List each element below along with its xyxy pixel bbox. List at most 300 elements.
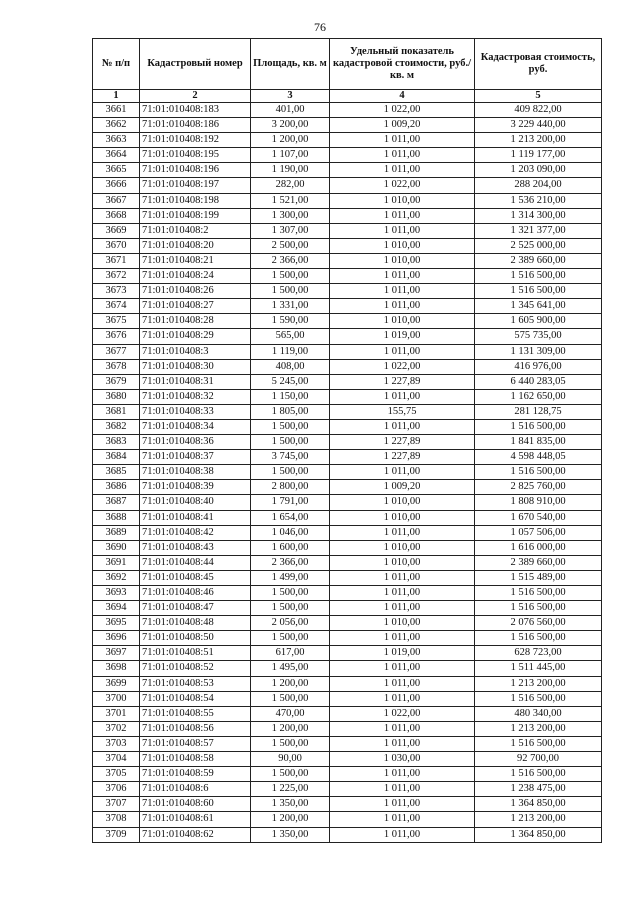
row-number-cell: 3685 [93,465,140,480]
cadastral-value-cell: 1 213 200,00 [475,721,602,736]
area-cell: 1 791,00 [251,495,330,510]
area-cell: 3 200,00 [251,118,330,133]
unit-value-cell: 1 227,89 [330,450,475,465]
table-row [93,631,602,646]
area-cell: 401,00 [251,103,330,118]
cadastral-value-cell: 281 128,75 [475,404,602,419]
cadastral-number-cell: 71:01:010408:198 [140,193,251,208]
table-row [93,616,602,631]
row-number-cell: 3671 [93,253,140,268]
table-row [93,601,602,616]
cadastral-number-cell: 71:01:010408:58 [140,752,251,767]
cadastral-value-cell: 1 536 210,00 [475,193,602,208]
cadastral-number-cell: 71:01:010408:60 [140,797,251,812]
unit-value-cell: 1 022,00 [330,103,475,118]
table-row [93,812,602,827]
header-unit-value: Удельный показатель кадастровой стоимости, руб./кв. м [330,39,475,90]
cadastral-value-cell: 1 670 540,00 [475,510,602,525]
column-number: 4 [330,90,475,103]
cadastral-value-cell: 2 389 660,00 [475,555,602,570]
unit-value-cell: 1 010,00 [330,540,475,555]
table-row [93,586,602,601]
table-row [93,314,602,329]
cadastral-value-cell: 1 345 641,00 [475,299,602,314]
unit-value-cell: 1 011,00 [330,586,475,601]
unit-value-cell: 1 227,89 [330,374,475,389]
unit-value-cell: 1 011,00 [330,601,475,616]
cadastral-number-cell: 71:01:010408:3 [140,344,251,359]
table-row [93,525,602,540]
cadastral-number-cell: 71:01:010408:26 [140,284,251,299]
cadastral-value-cell: 575 735,00 [475,329,602,344]
row-number-cell: 3705 [93,767,140,782]
row-number-cell: 3703 [93,736,140,751]
area-cell: 1 500,00 [251,465,330,480]
cadastral-value-cell: 416 976,00 [475,359,602,374]
area-cell: 470,00 [251,706,330,721]
cadastral-value-cell: 1 841 835,00 [475,435,602,450]
area-cell: 2 500,00 [251,238,330,253]
row-number-cell: 3691 [93,555,140,570]
unit-value-cell: 1 011,00 [330,827,475,842]
table-row [93,163,602,178]
cadastral-value-cell: 1 516 500,00 [475,767,602,782]
unit-value-cell: 1 022,00 [330,706,475,721]
row-number-cell: 3686 [93,480,140,495]
table-row [93,676,602,691]
cadastral-value-cell: 1 213 200,00 [475,812,602,827]
cadastral-number-cell: 71:01:010408:40 [140,495,251,510]
unit-value-cell: 1 010,00 [330,555,475,570]
header-cadastral-number: Кадастровый номер [140,39,251,90]
cadastral-value-cell: 1 314 300,00 [475,208,602,223]
area-cell: 1 500,00 [251,586,330,601]
cadastral-number-cell: 71:01:010408:30 [140,359,251,374]
cadastral-number-cell: 71:01:010408:37 [140,450,251,465]
row-number-cell: 3692 [93,570,140,585]
cadastral-value-cell: 409 822,00 [475,103,602,118]
cadastral-value-cell: 2 076 560,00 [475,616,602,631]
table-row [93,359,602,374]
unit-value-cell: 1 022,00 [330,359,475,374]
header-row-number: № п/п [93,39,140,90]
cadastral-value-cell: 1 616 000,00 [475,540,602,555]
row-number-cell: 3693 [93,586,140,601]
row-number-cell: 3661 [93,103,140,118]
area-cell: 1 119,00 [251,344,330,359]
table-body [93,103,602,843]
area-cell: 1 521,00 [251,193,330,208]
table-row [93,646,602,661]
table-row [93,797,602,812]
cadastral-number-cell: 71:01:010408:44 [140,555,251,570]
cadastral-value-cell: 6 440 283,05 [475,374,602,389]
area-cell: 1 499,00 [251,570,330,585]
table-row [93,570,602,585]
table-row [93,495,602,510]
cadastral-value-cell: 1 516 500,00 [475,284,602,299]
area-cell: 2 366,00 [251,555,330,570]
column-number: 2 [140,90,251,103]
row-number-cell: 3683 [93,435,140,450]
unit-value-cell: 1 010,00 [330,616,475,631]
area-cell: 1 200,00 [251,676,330,691]
cadastral-number-cell: 71:01:010408:48 [140,616,251,631]
table-row [93,148,602,163]
row-number-cell: 3678 [93,359,140,374]
table-row [93,103,602,118]
cadastral-value-cell: 1 516 500,00 [475,465,602,480]
area-cell: 1 150,00 [251,389,330,404]
cadastral-value-cell: 1 364 850,00 [475,797,602,812]
cadastral-value-cell: 1 516 500,00 [475,601,602,616]
row-number-cell: 3690 [93,540,140,555]
cadastral-number-cell: 71:01:010408:39 [140,480,251,495]
cadastral-number-cell: 71:01:010408:51 [140,646,251,661]
table-row [93,284,602,299]
cadastral-number-cell: 71:01:010408:2 [140,223,251,238]
row-number-cell: 3684 [93,450,140,465]
cadastral-number-cell: 71:01:010408:62 [140,827,251,842]
cadastral-number-cell: 71:01:010408:61 [140,812,251,827]
area-cell: 1 500,00 [251,284,330,299]
table-row [93,510,602,525]
cadastral-number-cell: 71:01:010408:21 [140,253,251,268]
table-row [93,238,602,253]
cadastral-number-cell: 71:01:010408:42 [140,525,251,540]
area-cell: 282,00 [251,178,330,193]
cadastral-number-cell: 71:01:010408:57 [140,736,251,751]
row-number-cell: 3680 [93,389,140,404]
unit-value-cell: 1 010,00 [330,314,475,329]
table-row [93,480,602,495]
cadastral-number-cell: 71:01:010408:192 [140,133,251,148]
area-cell: 1 300,00 [251,208,330,223]
table-row [93,706,602,721]
row-number-cell: 3698 [93,661,140,676]
cadastral-number-cell: 71:01:010408:183 [140,103,251,118]
cadastral-value-cell: 1 364 850,00 [475,827,602,842]
row-number-cell: 3666 [93,178,140,193]
area-cell: 565,00 [251,329,330,344]
area-cell: 1 190,00 [251,163,330,178]
column-number-row [93,90,602,103]
unit-value-cell: 1 011,00 [330,661,475,676]
row-number-cell: 3701 [93,706,140,721]
unit-value-cell: 1 011,00 [330,284,475,299]
table-row [93,827,602,842]
unit-value-cell: 1 011,00 [330,148,475,163]
cadastral-value-cell: 1 213 200,00 [475,133,602,148]
table-row [93,404,602,419]
cadastral-number-cell: 71:01:010408:196 [140,163,251,178]
unit-value-cell: 1 011,00 [330,525,475,540]
table-row [93,269,602,284]
table-row [93,782,602,797]
cadastral-number-cell: 71:01:010408:199 [140,208,251,223]
cadastral-value-cell: 2 525 000,00 [475,238,602,253]
page-number: 76 [314,20,326,34]
area-cell: 1 046,00 [251,525,330,540]
area-cell: 1 350,00 [251,827,330,842]
row-number-cell: 3682 [93,419,140,434]
cadastral-value-cell: 1 321 377,00 [475,223,602,238]
table-row [93,374,602,389]
cadastral-value-cell: 480 340,00 [475,706,602,721]
cadastral-value-cell: 1 808 910,00 [475,495,602,510]
area-cell: 2 366,00 [251,253,330,268]
unit-value-cell: 1 011,00 [330,344,475,359]
row-number-cell: 3706 [93,782,140,797]
area-cell: 1 200,00 [251,812,330,827]
unit-value-cell: 1 011,00 [330,721,475,736]
area-cell: 5 245,00 [251,374,330,389]
row-number-cell: 3676 [93,329,140,344]
row-number-cell: 3679 [93,374,140,389]
cadastral-number-cell: 71:01:010408:195 [140,148,251,163]
cadastral-value-cell: 2 825 760,00 [475,480,602,495]
cadastral-value-cell: 1 162 650,00 [475,389,602,404]
cadastral-number-cell: 71:01:010408:55 [140,706,251,721]
cadastral-value-cell: 628 723,00 [475,646,602,661]
row-number-cell: 3670 [93,238,140,253]
table-row [93,178,602,193]
area-cell: 1 500,00 [251,419,330,434]
row-number-cell: 3663 [93,133,140,148]
cadastral-number-cell: 71:01:010408:47 [140,601,251,616]
cadastral-value-cell: 1 213 200,00 [475,676,602,691]
area-cell: 1 500,00 [251,767,330,782]
cadastral-value-cell: 1 516 500,00 [475,631,602,646]
cadastral-number-cell: 71:01:010408:54 [140,691,251,706]
header-cadastral-value: Кадастровая стоимость, руб. [475,39,602,90]
table-row [93,193,602,208]
row-number-cell: 3700 [93,691,140,706]
area-cell: 1 500,00 [251,691,330,706]
row-number-cell: 3695 [93,616,140,631]
cadastral-number-cell: 71:01:010408:27 [140,299,251,314]
unit-value-cell: 1 011,00 [330,570,475,585]
area-cell: 1 200,00 [251,133,330,148]
cadastral-number-cell: 71:01:010408:52 [140,661,251,676]
unit-value-cell: 1 030,00 [330,752,475,767]
row-number-cell: 3708 [93,812,140,827]
area-cell: 408,00 [251,359,330,374]
row-number-cell: 3675 [93,314,140,329]
unit-value-cell: 1 011,00 [330,782,475,797]
cadastral-value-cell: 1 131 309,00 [475,344,602,359]
row-number-cell: 3702 [93,721,140,736]
row-number-cell: 3672 [93,269,140,284]
area-cell: 1 654,00 [251,510,330,525]
cadastral-number-cell: 71:01:010408:29 [140,329,251,344]
row-number-cell: 3696 [93,631,140,646]
unit-value-cell: 1 019,00 [330,646,475,661]
cadastral-value-cell: 1 516 500,00 [475,269,602,284]
table-row [93,419,602,434]
area-cell: 1 225,00 [251,782,330,797]
table-row [93,540,602,555]
unit-value-cell: 1 010,00 [330,510,475,525]
table-row [93,329,602,344]
cadastral-value-cell: 4 598 448,05 [475,450,602,465]
table-row [93,752,602,767]
area-cell: 1 805,00 [251,404,330,419]
row-number-cell: 3669 [93,223,140,238]
cadastral-value-cell: 1 516 500,00 [475,736,602,751]
cadastral-number-cell: 71:01:010408:46 [140,586,251,601]
cadastral-number-cell: 71:01:010408:56 [140,721,251,736]
row-number-cell: 3697 [93,646,140,661]
row-number-cell: 3681 [93,404,140,419]
row-number-cell: 3668 [93,208,140,223]
table-row [93,736,602,751]
cadastral-number-cell: 71:01:010408:45 [140,570,251,585]
unit-value-cell: 1 011,00 [330,691,475,706]
unit-value-cell: 1 011,00 [330,812,475,827]
area-cell: 1 500,00 [251,435,330,450]
table-row [93,118,602,133]
cadastral-value-cell: 1 516 500,00 [475,586,602,601]
unit-value-cell: 1 022,00 [330,178,475,193]
row-number-cell: 3664 [93,148,140,163]
cadastral-number-cell: 71:01:010408:41 [140,510,251,525]
area-cell: 2 056,00 [251,616,330,631]
unit-value-cell: 1 011,00 [330,133,475,148]
unit-value-cell: 1 010,00 [330,193,475,208]
cadastral-value-cell: 1 238 475,00 [475,782,602,797]
unit-value-cell: 1 019,00 [330,329,475,344]
cadastral-number-cell: 71:01:010408:33 [140,404,251,419]
row-number-cell: 3677 [93,344,140,359]
cadastral-value-cell: 1 057 506,00 [475,525,602,540]
area-cell: 1 350,00 [251,797,330,812]
cadastral-number-cell: 71:01:010408:32 [140,389,251,404]
row-number-cell: 3667 [93,193,140,208]
cadastral-number-cell: 71:01:010408:59 [140,767,251,782]
header-row [93,39,602,90]
row-number-cell: 3673 [93,284,140,299]
unit-value-cell: 1 011,00 [330,736,475,751]
area-cell: 1 495,00 [251,661,330,676]
cadastral-number-cell: 71:01:010408:197 [140,178,251,193]
area-cell: 3 745,00 [251,450,330,465]
area-cell: 2 800,00 [251,480,330,495]
area-cell: 1 107,00 [251,148,330,163]
cadastral-value-cell: 1 516 500,00 [475,691,602,706]
row-number-cell: 3694 [93,601,140,616]
column-number: 5 [475,90,602,103]
cadastral-value-cell: 1 511 445,00 [475,661,602,676]
table-row [93,555,602,570]
unit-value-cell: 1 011,00 [330,163,475,178]
unit-value-cell: 1 010,00 [330,495,475,510]
cadastral-value-cell: 1 119 177,00 [475,148,602,163]
cadastral-number-cell: 71:01:010408:34 [140,419,251,434]
table-row [93,389,602,404]
cadastral-number-cell: 71:01:010408:50 [140,631,251,646]
row-number-cell: 3704 [93,752,140,767]
row-number-cell: 3689 [93,525,140,540]
cadastral-value-cell: 1 605 900,00 [475,314,602,329]
cadastral-value-cell: 92 700,00 [475,752,602,767]
table-row [93,133,602,148]
cadastral-number-cell: 71:01:010408:43 [140,540,251,555]
cadastral-value-cell: 288 204,00 [475,178,602,193]
area-cell: 1 200,00 [251,721,330,736]
table-row [93,344,602,359]
unit-value-cell: 1 011,00 [330,299,475,314]
cadastral-number-cell: 71:01:010408:36 [140,435,251,450]
cadastral-number-cell: 71:01:010408:186 [140,118,251,133]
unit-value-cell: 1 011,00 [330,631,475,646]
table-row [93,721,602,736]
table-row [93,691,602,706]
area-cell: 1 331,00 [251,299,330,314]
unit-value-cell: 1 009,20 [330,480,475,495]
cadastral-value-cell: 3 229 440,00 [475,118,602,133]
table-row [93,450,602,465]
cadastral-number-cell: 71:01:010408:28 [140,314,251,329]
cadastral-value-cell: 1 516 500,00 [475,419,602,434]
cadastral-value-cell: 1 515 489,00 [475,570,602,585]
unit-value-cell: 1 011,00 [330,767,475,782]
area-cell: 1 590,00 [251,314,330,329]
cadastral-number-cell: 71:01:010408:20 [140,238,251,253]
cadastral-value-table [92,38,602,843]
area-cell: 617,00 [251,646,330,661]
unit-value-cell: 1 011,00 [330,676,475,691]
area-cell: 1 500,00 [251,601,330,616]
unit-value-cell: 1 011,00 [330,389,475,404]
column-number: 1 [93,90,140,103]
cadastral-number-cell: 71:01:010408:31 [140,374,251,389]
unit-value-cell: 1 011,00 [330,223,475,238]
row-number-cell: 3662 [93,118,140,133]
row-number-cell: 3674 [93,299,140,314]
area-cell: 1 500,00 [251,269,330,284]
area-cell: 1 307,00 [251,223,330,238]
table-row [93,435,602,450]
cadastral-number-cell: 71:01:010408:24 [140,269,251,284]
unit-value-cell: 1 227,89 [330,435,475,450]
table-row [93,223,602,238]
area-cell: 1 600,00 [251,540,330,555]
table-row [93,661,602,676]
cadastral-value-cell: 1 203 090,00 [475,163,602,178]
row-number-cell: 3687 [93,495,140,510]
area-cell: 1 500,00 [251,631,330,646]
table-row [93,299,602,314]
cadastral-number-cell: 71:01:010408:6 [140,782,251,797]
unit-value-cell: 1 009,20 [330,118,475,133]
row-number-cell: 3699 [93,676,140,691]
unit-value-cell: 1 011,00 [330,269,475,284]
unit-value-cell: 1 011,00 [330,797,475,812]
column-number: 3 [251,90,330,103]
area-cell: 90,00 [251,752,330,767]
unit-value-cell: 1 011,00 [330,419,475,434]
cadastral-number-cell: 71:01:010408:53 [140,676,251,691]
row-number-cell: 3688 [93,510,140,525]
cadastral-value-cell: 2 389 660,00 [475,253,602,268]
unit-value-cell: 155,75 [330,404,475,419]
area-cell: 1 500,00 [251,736,330,751]
unit-value-cell: 1 010,00 [330,253,475,268]
row-number-cell: 3665 [93,163,140,178]
unit-value-cell: 1 010,00 [330,238,475,253]
header-area: Площадь, кв. м [251,39,330,90]
